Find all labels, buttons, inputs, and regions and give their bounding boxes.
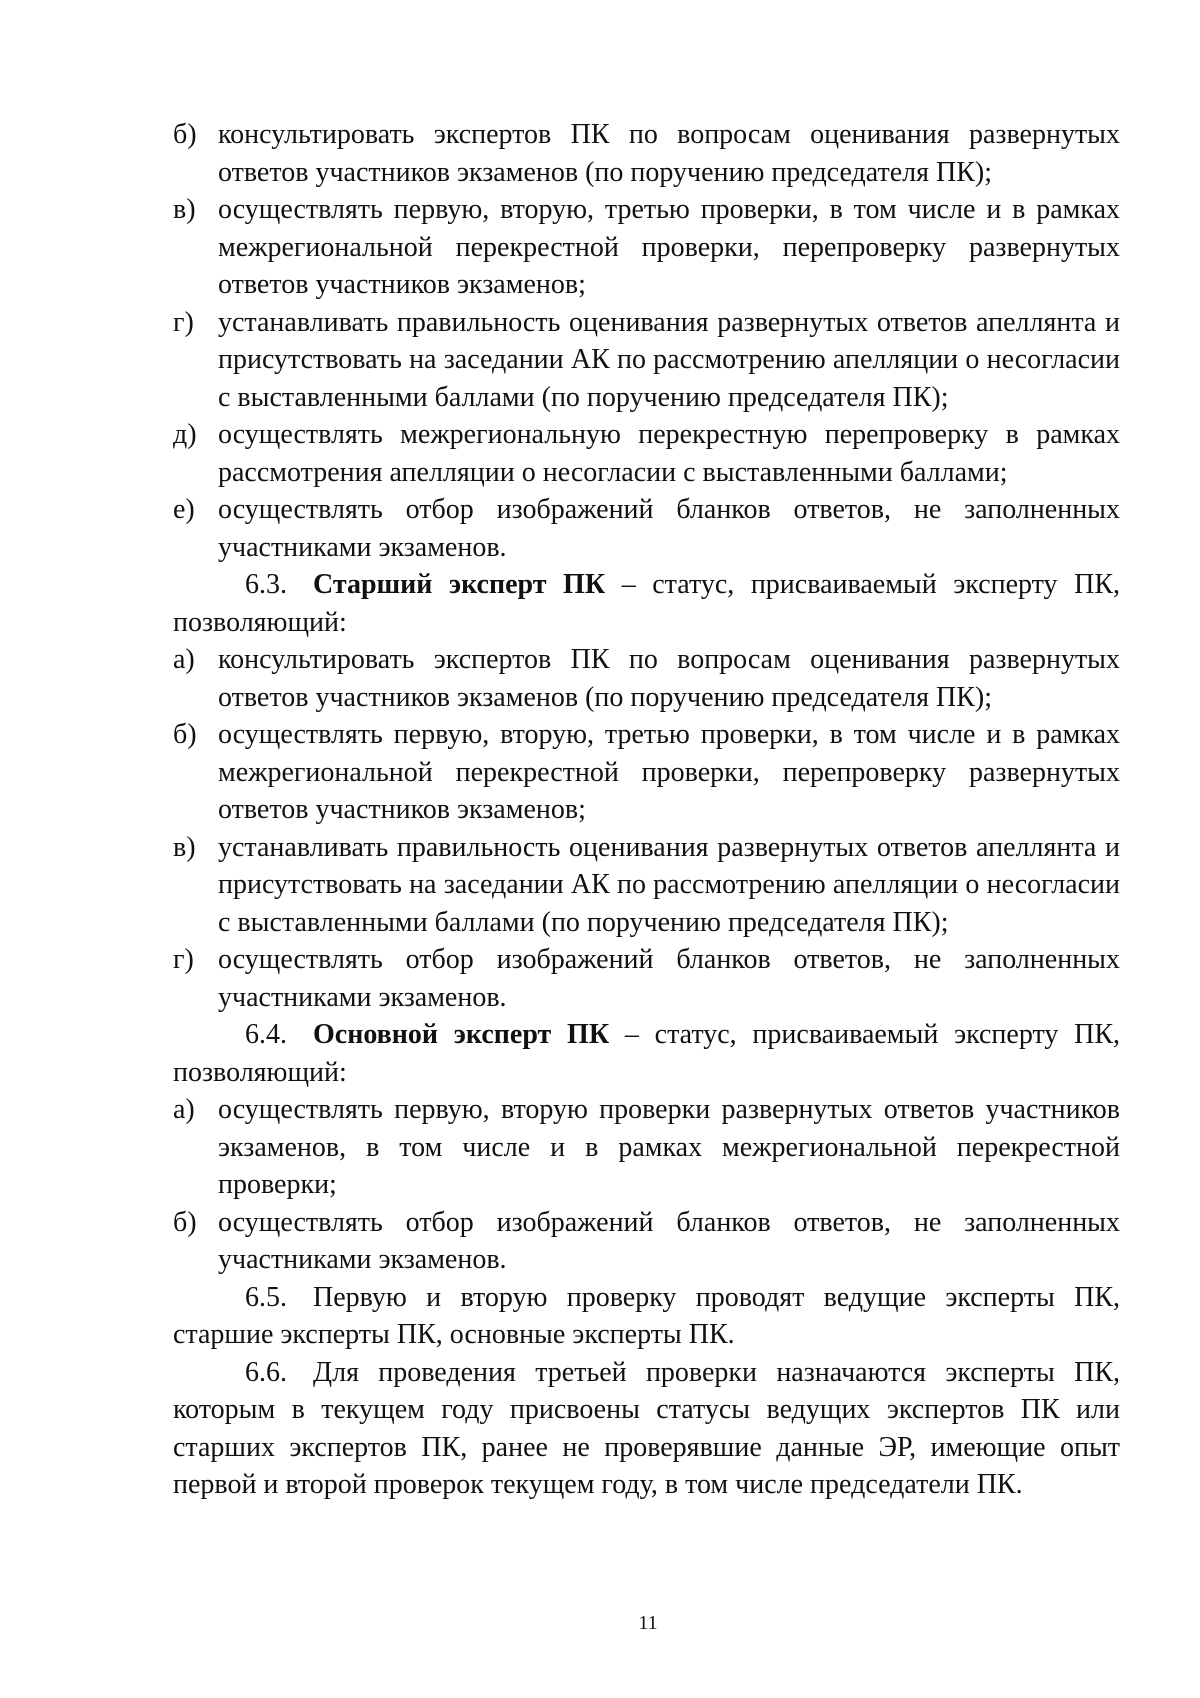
list-marker: а) <box>173 1094 195 1125</box>
paragraph-6-5 <box>173 1279 1120 1354</box>
list-marker: б) <box>173 719 197 750</box>
section-number: 6.5. <box>245 1281 287 1313</box>
paragraph-text: – статус, присваиваемый эксперту ПК, позволяющий: <box>173 569 1120 638</box>
list-item <box>173 491 1120 566</box>
status-term: Старший эксперт ПК <box>313 569 606 600</box>
status-term: Основной эксперт ПК <box>313 1019 610 1050</box>
section-number: 6.4. <box>245 1019 287 1050</box>
document-body <box>173 116 1120 1504</box>
list-item <box>173 1204 1120 1279</box>
list-marker: е) <box>173 494 195 525</box>
section-number: 6.3. <box>245 569 287 600</box>
page-number: 11 <box>638 1612 658 1634</box>
list-marker: а) <box>173 644 195 675</box>
list-item-text: осуществлять межрегиональную перекрестную перепроверку в рамках рассмотрения апелляции о несогласии с выставленными баллами; <box>218 419 1120 488</box>
list-item <box>173 716 1120 829</box>
list-item <box>173 829 1120 942</box>
list-item-text: осуществлять отбор изображений бланков ответов, не заполненных участниками экзаменов. <box>218 494 1120 563</box>
list-item <box>173 1091 1120 1204</box>
list-item <box>173 116 1120 191</box>
list-marker: б) <box>173 119 197 150</box>
paragraph-text: – статус, присваиваемый эксперту ПК, позволяющий: <box>173 1019 1120 1088</box>
list-marker: г) <box>173 944 194 975</box>
list-item <box>173 941 1120 1016</box>
section-number: 6.6. <box>245 1356 287 1388</box>
list-item <box>173 641 1120 716</box>
paragraph-text: Первую и вторую проверку проводят ведущие эксперты ПК, старшие эксперты ПК, основные эксперты ПК. <box>173 1281 1120 1350</box>
list-item-text: консультировать экспертов ПК по вопросам оценивания развернутых ответов участников экзаменов (по поручению председателя ПК); <box>218 644 1120 713</box>
list-item-text: устанавливать правильность оценивания развернутых ответов апеллянта и присутствовать на заседании АК по рассмотрению апелляции о несогласии с выставленными баллами (по поручению председателя ПК); <box>218 831 1120 938</box>
list-item-text: осуществлять первую, вторую проверки развернутых ответов участников экзаменов, в том числе и в рамках межрегиональной перекрестной проверки; <box>218 1094 1120 1200</box>
paragraph-6-3 <box>173 566 1120 641</box>
list-marker: в) <box>173 194 196 225</box>
list-item-text: устанавливать правильность оценивания развернутых ответов апеллянта и присутствовать на заседании АК по рассмотрению апелляции о несогласии с выставленными баллами (по поручению председателя ПК); <box>218 306 1120 413</box>
list-item <box>173 191 1120 304</box>
list-marker: д) <box>173 419 197 450</box>
paragraph-text: Для проведения третьей проверки назначаются эксперты ПК, которым в текущем году присвоены статусы ведущих экспертов ПК или старших экспертов ПК, ранее не проверявшие данные ЭР, имеющие опыт первой и второй проверок текущем году, в том числе председатели ПК. <box>173 1356 1120 1500</box>
list-marker: в) <box>173 831 196 863</box>
list-item-text: осуществлять отбор изображений бланков ответов, не заполненных участниками экзаменов. <box>218 1206 1120 1275</box>
list-item <box>173 304 1120 417</box>
list-item <box>173 416 1120 491</box>
list-marker: г) <box>173 306 194 338</box>
list-item-text: осуществлять первую, вторую, третью проверки, в том числе и в рамках межрегиональной перекрестной проверки, перепроверку развернутых ответов участников экзаменов; <box>218 194 1120 300</box>
list-item-text: осуществлять первую, вторую, третью проверки, в том числе и в рамках межрегиональной перекрестной проверки, перепроверку развернутых ответов участников экзаменов; <box>218 719 1120 825</box>
list-marker: б) <box>173 1206 197 1238</box>
list-item-text: осуществлять отбор изображений бланков ответов, не заполненных участниками экзаменов. <box>218 944 1120 1013</box>
paragraph-6-4 <box>173 1016 1120 1091</box>
list-item-text: консультировать экспертов ПК по вопросам оценивания развернутых ответов участников экзаменов (по поручению председателя ПК); <box>218 119 1120 188</box>
paragraph-6-6 <box>173 1354 1120 1504</box>
